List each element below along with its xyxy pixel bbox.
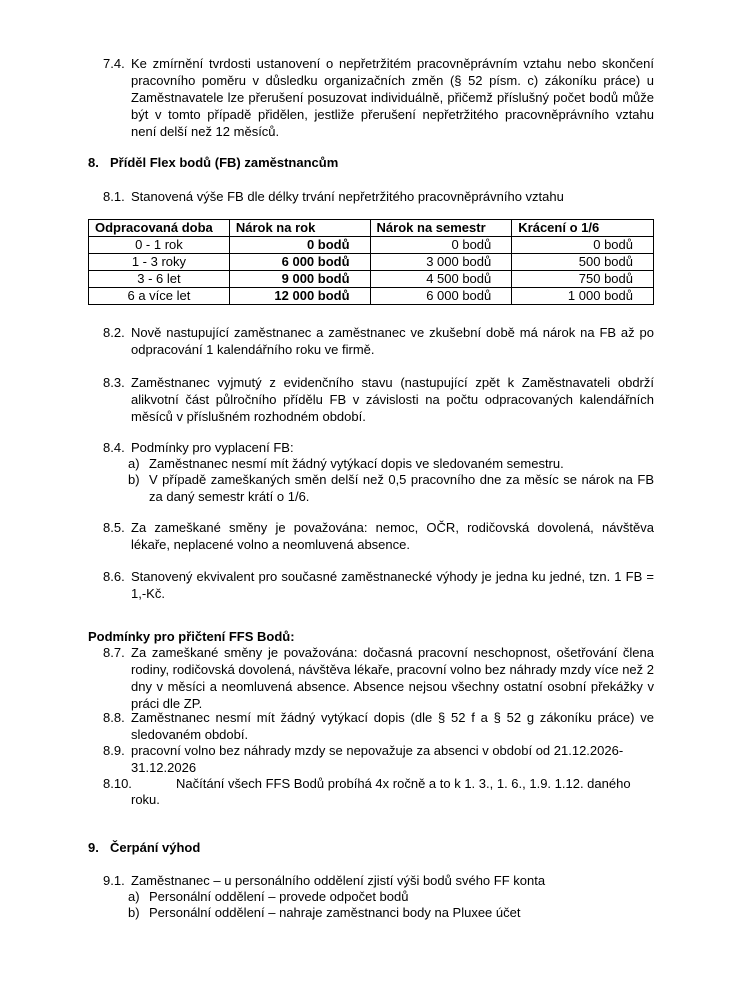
- table-cell: 0 bodů: [512, 237, 654, 254]
- paragraph-8-3: Zaměstnanec vyjmutý z evidenčního stavu (nastupující zpět k Zaměstnavateli obdrží alikvotní část půlročního přídělu FB v závislosti na počtu odpracovaných kalendářních měsíců v příslušném rozhodném období.: [131, 375, 654, 424]
- table-cell: 9 000 bodů: [229, 271, 370, 288]
- section-number: 9.1.: [103, 873, 125, 888]
- section-number: 8.2.: [103, 325, 125, 340]
- list-item-9-1-a: Personální oddělení – provede odpočet bodů: [149, 889, 409, 904]
- table-cell: 6 000 bodů: [370, 288, 512, 305]
- heading-number: 8.: [88, 155, 99, 170]
- paragraph-8-8: Zaměstnanec nesmí mít žádný vytýkací dopis (dle § 52 f a § 52 g zákoníku práce) ve sledovaném období.: [131, 710, 654, 742]
- section-number: 8.10.: [103, 776, 132, 791]
- section-number: 8.4.: [103, 440, 125, 455]
- table-cell: 6 a více let: [89, 288, 230, 305]
- table-header-cell: Odpracovaná doba: [89, 220, 230, 237]
- table-cell: 1 000 bodů: [512, 288, 654, 305]
- list-item-8-4-b: V případě zameškaných směn delší než 0,5 pracovního dne za měsíc se nárok na FB za daný semestr krátí o 1/6.: [149, 472, 654, 504]
- paragraph-8-1: Stanovená výše FB dle délky trvání nepřetržitého pracovněprávního vztahu: [131, 189, 564, 204]
- table-cell: 0 bodů: [229, 237, 370, 254]
- list-item-9-1-b: Personální oddělení – nahraje zaměstnanci body na Pluxee účet: [149, 905, 521, 920]
- section-number: 8.1.: [103, 189, 125, 204]
- paragraph-8-7: Za zameškané směny je považována: dočasná pracovní neschopnost, ošetřování člena rodiny, rodičovská dovolená, návštěva lékaře, pracovní volno bez náhrady mzdy více než 2 dny v měsíci a neomluvená absence. Absence nejsou všechny ostatní osobní překážky v práci dle ZP.: [131, 645, 654, 711]
- paragraph-9-1: Zaměstnanec – u personálního oddělení zjistí výši bodů svého FF konta: [131, 873, 546, 888]
- section-heading-9: Čerpání výhod: [110, 840, 201, 855]
- section-number: 8.9.: [103, 743, 125, 758]
- section-number: 8.3.: [103, 375, 125, 390]
- heading-number: 9.: [88, 840, 99, 855]
- table-cell: 0 - 1 rok: [89, 237, 230, 254]
- section-number: 8.6.: [103, 569, 125, 584]
- list-marker: a): [128, 889, 140, 904]
- table-row: [89, 288, 654, 305]
- section-heading-8: Příděl Flex bodů (FB) zaměstnancům: [110, 155, 339, 170]
- section-number: 8.8.: [103, 710, 125, 725]
- paragraph-8-2: Nově nastupující zaměstnanec a zaměstnanec ve zkušební době má nárok na FB až po odpracování 1 kalendářního roku ve firmě.: [131, 325, 654, 357]
- table-row: [89, 271, 654, 288]
- paragraph-7-4: Ke zmírnění tvrdosti ustanovení o nepřetržitém pracovněprávním vztahu nebo skončení pracovního poměru v důsledku organizačních změn (§ 52 písm. c) zákoníku práce) u Zaměstnavatele lze přerušení posuzovat individuálně, přičemž příslušný počet bodů může být v tomto případě přidělen, jestliže přerušení nepřetržitého pracovněprávního vztahu není delší než 12 měsíců.: [131, 56, 654, 139]
- section-number: 8.7.: [103, 645, 125, 660]
- paragraph-8-5: Za zameškané směny je považována: nemoc, OČR, rodičovská dovolená, návštěva lékaře, neplacené volno a neomluvená absence.: [131, 520, 654, 552]
- paragraph-8-6: Stanovený ekvivalent pro současné zaměstnanecké výhody je jedna ku jedné, tzn. 1 FB = 1,-Kč.: [131, 569, 654, 601]
- table-row: [89, 254, 654, 271]
- table-header-cell: Nárok na rok: [229, 220, 370, 237]
- section-number: 7.4.: [103, 56, 125, 71]
- table-cell: 12 000 bodů: [229, 288, 370, 305]
- list-marker: a): [128, 456, 140, 471]
- table-cell: 3 - 6 let: [89, 271, 230, 288]
- paragraph-8-4: Podmínky pro vyplacení FB:: [131, 440, 294, 455]
- table-row: [89, 237, 654, 254]
- ffs-conditions-heading: Podmínky pro přičtení FFS Bodů:: [88, 629, 295, 644]
- table-header-cell: Nárok na semestr: [370, 220, 512, 237]
- table-cell: 6 000 bodů: [229, 254, 370, 271]
- table-cell: 4 500 bodů: [370, 271, 512, 288]
- table-header-row: [89, 220, 654, 237]
- paragraph-8-10-line-1: Načítání všech FFS Bodů probíhá 4x ročně a to k 1. 3., 1. 6., 1.9. 1.12. daného: [176, 776, 631, 791]
- table-cell: 0 bodů: [370, 237, 512, 254]
- table-header-cell: Krácení o 1/6: [512, 220, 654, 237]
- table-cell: 500 bodů: [512, 254, 654, 271]
- paragraph-8-10-line-2: roku.: [131, 792, 160, 807]
- fb-allocation-table: [88, 219, 654, 305]
- list-marker: b): [128, 905, 140, 920]
- table-cell: 750 bodů: [512, 271, 654, 288]
- section-number: 8.5.: [103, 520, 125, 535]
- paragraph-8-9: pracovní volno bez náhrady mzdy se nepovažuje za absenci v období od 21.12.2026-31.12.2026: [131, 743, 624, 775]
- list-marker: b): [128, 472, 140, 487]
- table-cell: 3 000 bodů: [370, 254, 512, 271]
- table-cell: 1 - 3 roky: [89, 254, 230, 271]
- list-item-8-4-a: Zaměstnanec nesmí mít žádný vytýkací dopis ve sledovaném semestru.: [149, 456, 564, 471]
